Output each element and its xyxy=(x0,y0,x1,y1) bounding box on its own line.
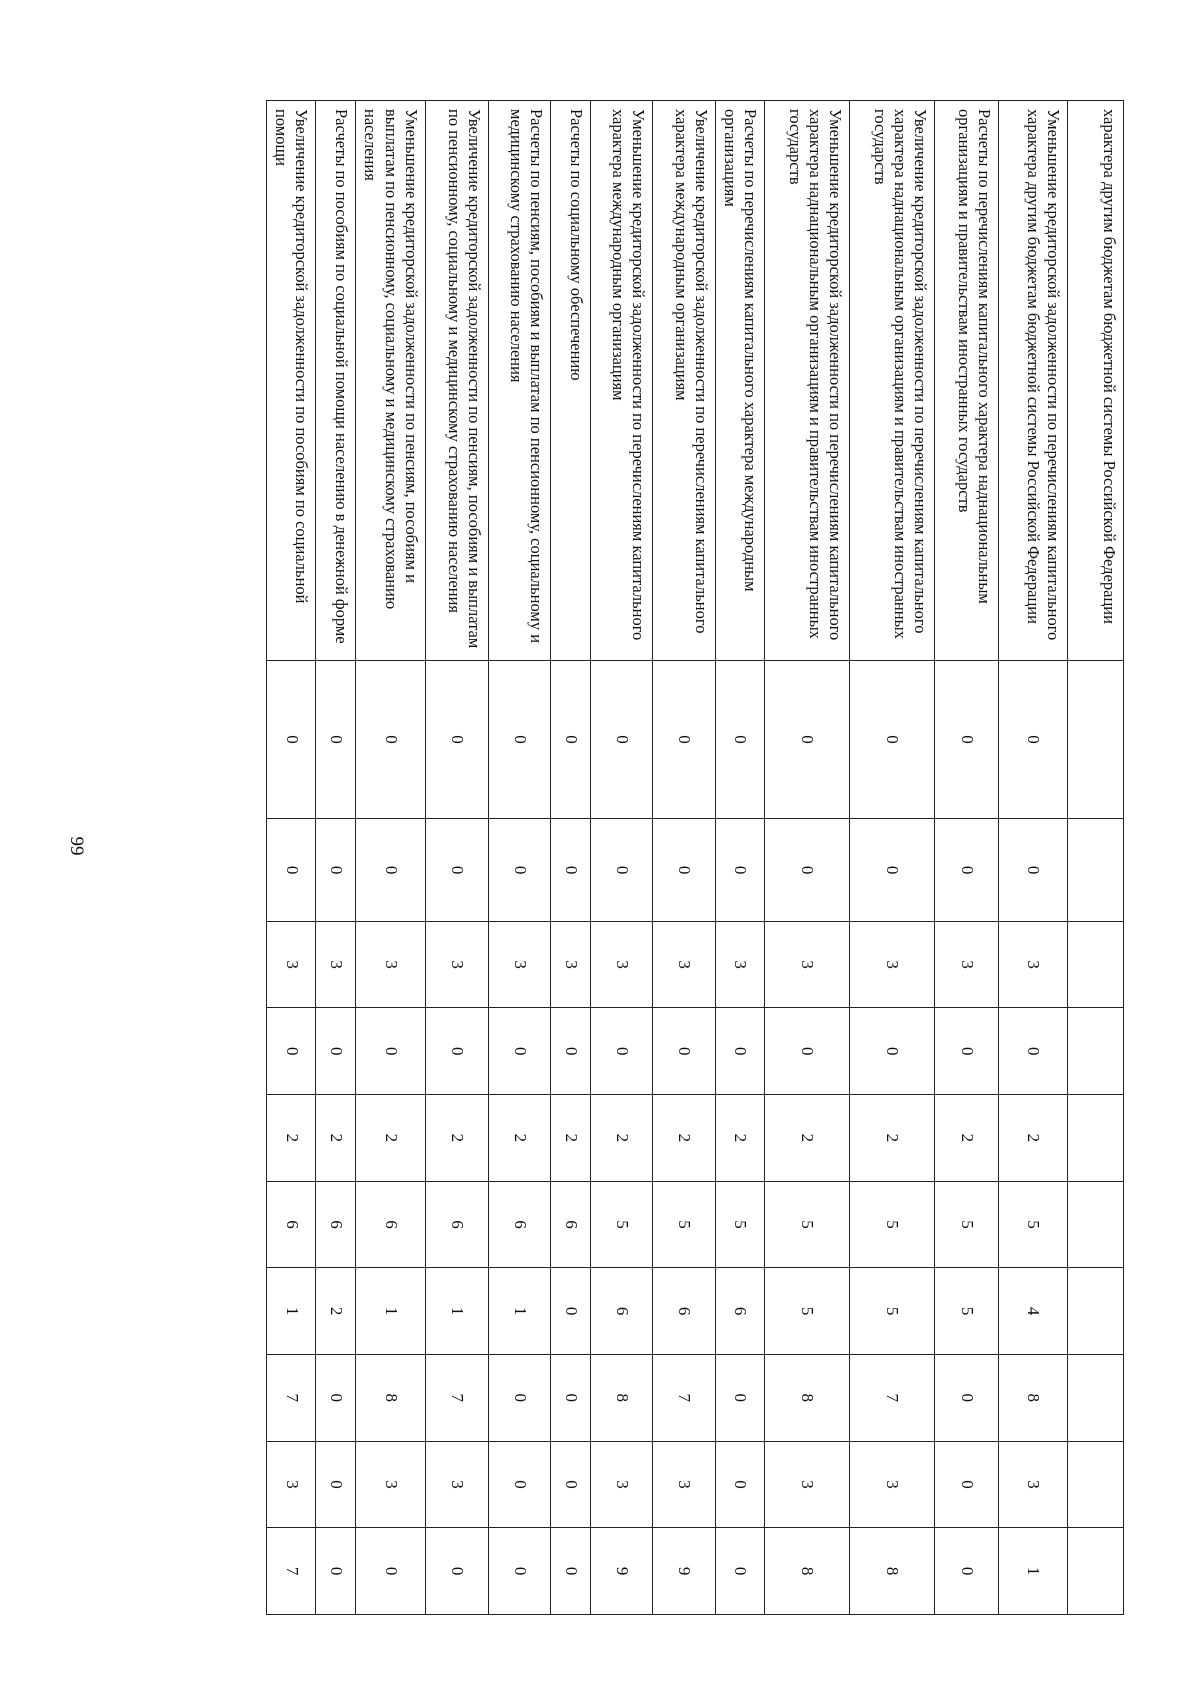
table-row xyxy=(999,101,1068,1615)
code-digit-cell xyxy=(1068,1095,1124,1182)
code-digit-cell: 0 xyxy=(425,1528,488,1615)
code-digit-cell: 3 xyxy=(652,1441,715,1528)
code-digit-cell: 3 xyxy=(267,921,316,1008)
code-digit-cell: 0 xyxy=(488,1441,550,1528)
code-digit-cell: 0 xyxy=(935,1528,999,1615)
table-body xyxy=(267,101,1124,1615)
code-digit-cell: 6 xyxy=(316,1181,356,1268)
code-digit-cell: 2 xyxy=(550,1095,590,1182)
code-digit-cell: 0 xyxy=(488,819,550,921)
table-row xyxy=(550,101,590,1615)
code-digit-cell: 0 xyxy=(267,660,316,819)
code-digit-cell xyxy=(1068,1008,1124,1095)
code-digit-cell: 2 xyxy=(935,1095,999,1182)
code-digit-cell: 3 xyxy=(488,921,550,1008)
table-row xyxy=(316,101,356,1615)
code-digit-cell: 6 xyxy=(550,1181,590,1268)
code-digit-cell: 0 xyxy=(652,1008,715,1095)
code-digit-cell: 0 xyxy=(488,1008,550,1095)
code-digit-cell: 3 xyxy=(590,1441,652,1528)
code-digit-cell: 0 xyxy=(488,1528,550,1615)
code-digit-cell: 2 xyxy=(267,1095,316,1182)
table-row xyxy=(1068,101,1124,1615)
code-digit-cell: 3 xyxy=(715,921,764,1008)
code-digit-cell: 2 xyxy=(850,1095,935,1182)
code-digit-cell xyxy=(1068,921,1124,1008)
code-digit-cell: 8 xyxy=(765,1354,850,1441)
code-digit-cell: 0 xyxy=(999,660,1068,819)
code-digit-cell: 0 xyxy=(850,819,935,921)
code-digit-cell: 8 xyxy=(590,1354,652,1441)
row-description: Уменьшение кредиторской задолженности по пенсиям, пособиям и выплатам по пенсионному, социальному и медицинскому страхованию населения xyxy=(356,101,425,661)
code-digit-cell: 0 xyxy=(715,1528,764,1615)
code-digit-cell: 2 xyxy=(316,1095,356,1182)
code-digit-cell: 0 xyxy=(765,1008,850,1095)
code-digit-cell: 5 xyxy=(850,1181,935,1268)
code-digit-cell: 0 xyxy=(316,1354,356,1441)
code-digit-cell: 2 xyxy=(425,1095,488,1182)
code-digit-cell: 5 xyxy=(935,1268,999,1355)
code-digit-cell: 7 xyxy=(425,1354,488,1441)
code-digit-cell: 2 xyxy=(652,1095,715,1182)
code-digit-cell: 3 xyxy=(765,1441,850,1528)
code-digit-cell: 0 xyxy=(356,1528,425,1615)
code-digit-cell: 0 xyxy=(765,819,850,921)
code-digit-cell: 0 xyxy=(316,1008,356,1095)
code-digit-cell: 5 xyxy=(999,1181,1068,1268)
code-digit-cell: 8 xyxy=(999,1354,1068,1441)
code-digit-cell: 8 xyxy=(356,1354,425,1441)
code-digit-cell xyxy=(1068,1268,1124,1355)
table-row xyxy=(425,101,488,1615)
row-description: Уменьшение кредиторской задолженности по перечислениям капитального характера международным организациям xyxy=(590,101,652,661)
code-digit-cell: 0 xyxy=(652,819,715,921)
page-number: 99 xyxy=(66,836,87,856)
code-digit-cell: 0 xyxy=(652,660,715,819)
code-digit-cell: 3 xyxy=(590,921,652,1008)
code-digit-cell: 0 xyxy=(590,1008,652,1095)
code-digit-cell: 0 xyxy=(550,660,590,819)
code-digit-cell: 3 xyxy=(550,921,590,1008)
code-digit-cell: 0 xyxy=(715,1441,764,1528)
code-digit-cell: 3 xyxy=(425,921,488,1008)
code-digit-cell: 1 xyxy=(267,1268,316,1355)
row-description: Расчеты по пособиям по социальной помощи населению в денежной форме xyxy=(316,101,356,661)
row-description: Увеличение кредиторской задолженности по перечислениям капитального характера наднациональным организациям и правительствам иностранных государств xyxy=(850,101,935,661)
table-row xyxy=(652,101,715,1615)
code-digit-cell: 0 xyxy=(550,1268,590,1355)
code-digit-cell: 0 xyxy=(425,660,488,819)
table-row xyxy=(935,101,999,1615)
code-digit-cell: 5 xyxy=(590,1181,652,1268)
code-digit-cell: 7 xyxy=(267,1528,316,1615)
code-digit-cell: 8 xyxy=(765,1528,850,1615)
code-digit-cell: 5 xyxy=(850,1268,935,1355)
code-digit-cell: 0 xyxy=(999,819,1068,921)
row-description: Расчеты по перечислениям капитального характера наднациональным организациям и правительствам иностранных государств xyxy=(935,101,999,661)
row-description: характера другим бюджетам бюджетной системы Российской Федерации xyxy=(1068,101,1124,661)
code-digit-cell: 2 xyxy=(356,1095,425,1182)
code-digit-cell: 0 xyxy=(935,1008,999,1095)
code-digit-cell: 0 xyxy=(935,1441,999,1528)
row-description: Увеличение кредиторской задолженности по пособиям по социальной помощи xyxy=(267,101,316,661)
code-digit-cell: 0 xyxy=(935,1354,999,1441)
row-description: Увеличение кредиторской задолженности по перечислениям капитального характера международным организациям xyxy=(652,101,715,661)
code-digit-cell xyxy=(1068,1181,1124,1268)
code-digit-cell: 2 xyxy=(715,1095,764,1182)
row-description: Увеличение кредиторской задолженности по пенсиям, пособиям и выплатам по пенсионному, социальному и медицинскому страхованию населения xyxy=(425,101,488,661)
code-digit-cell: 9 xyxy=(590,1528,652,1615)
table-row xyxy=(488,101,550,1615)
code-digit-cell: 2 xyxy=(316,1268,356,1355)
code-digit-cell: 0 xyxy=(356,660,425,819)
code-digit-cell: 2 xyxy=(765,1095,850,1182)
code-digit-cell: 6 xyxy=(267,1181,316,1268)
code-digit-cell: 1 xyxy=(356,1268,425,1355)
table-row xyxy=(267,101,316,1615)
code-digit-cell: 5 xyxy=(765,1268,850,1355)
code-digit-cell: 0 xyxy=(316,819,356,921)
code-digit-cell: 1 xyxy=(425,1268,488,1355)
code-digit-cell: 3 xyxy=(850,1441,935,1528)
code-digit-cell: 0 xyxy=(425,819,488,921)
code-digit-cell: 6 xyxy=(715,1268,764,1355)
row-description: Расчеты по пенсиям, пособиям и выплатам по пенсионному, социальному и медицинскому страхованию населения xyxy=(488,101,550,661)
accounts-table xyxy=(266,100,1124,1615)
code-digit-cell xyxy=(1068,1441,1124,1528)
code-digit-cell: 0 xyxy=(715,1354,764,1441)
code-digit-cell: 0 xyxy=(850,1008,935,1095)
code-digit-cell: 4 xyxy=(999,1268,1068,1355)
code-digit-cell: 3 xyxy=(267,1441,316,1528)
code-digit-cell xyxy=(1068,819,1124,921)
code-digit-cell: 0 xyxy=(356,1008,425,1095)
code-digit-cell: 0 xyxy=(935,819,999,921)
row-description: Уменьшение кредиторской задолженности по перечислениям капитального характера другим бюджетам бюджетной системы Российской Федерации xyxy=(999,101,1068,661)
code-digit-cell: 3 xyxy=(316,921,356,1008)
row-description: Расчеты по перечислениям капитального характера международным организациям xyxy=(715,101,764,661)
code-digit-cell: 3 xyxy=(999,1441,1068,1528)
code-digit-cell: 7 xyxy=(652,1354,715,1441)
code-digit-cell: 6 xyxy=(590,1268,652,1355)
code-digit-cell: 0 xyxy=(999,1008,1068,1095)
code-digit-cell: 6 xyxy=(356,1181,425,1268)
code-digit-cell: 6 xyxy=(425,1181,488,1268)
code-digit-cell: 0 xyxy=(765,660,850,819)
code-digit-cell: 3 xyxy=(356,921,425,1008)
code-digit-cell: 0 xyxy=(316,1528,356,1615)
code-digit-cell: 7 xyxy=(850,1354,935,1441)
code-digit-cell: 8 xyxy=(850,1528,935,1615)
code-digit-cell: 3 xyxy=(765,921,850,1008)
code-digit-cell: 6 xyxy=(652,1268,715,1355)
code-digit-cell: 2 xyxy=(488,1095,550,1182)
code-digit-cell: 5 xyxy=(765,1181,850,1268)
code-digit-cell: 0 xyxy=(550,1354,590,1441)
code-digit-cell: 3 xyxy=(850,921,935,1008)
table-row xyxy=(850,101,935,1615)
code-digit-cell: 3 xyxy=(999,921,1068,1008)
code-digit-cell: 9 xyxy=(652,1528,715,1615)
row-description: Расчеты по социальному обеспечению xyxy=(550,101,590,661)
table-row xyxy=(590,101,652,1615)
code-digit-cell xyxy=(1068,1354,1124,1441)
code-digit-cell: 1 xyxy=(999,1528,1068,1615)
code-digit-cell: 0 xyxy=(590,819,652,921)
code-digit-cell: 2 xyxy=(999,1095,1068,1182)
code-digit-cell: 6 xyxy=(488,1181,550,1268)
code-digit-cell: 0 xyxy=(488,1354,550,1441)
code-digit-cell: 2 xyxy=(590,1095,652,1182)
code-digit-cell: 0 xyxy=(267,1008,316,1095)
row-description: Уменьшение кредиторской задолженности по перечислениям капитального характера наднациональным организациям и правительствам иностранных государств xyxy=(765,101,850,661)
rotated-table-container xyxy=(266,100,1124,1615)
code-digit-cell: 0 xyxy=(550,819,590,921)
code-digit-cell: 3 xyxy=(425,1441,488,1528)
code-digit-cell: 5 xyxy=(652,1181,715,1268)
code-digit-cell: 0 xyxy=(550,1528,590,1615)
code-digit-cell: 0 xyxy=(590,660,652,819)
code-digit-cell: 0 xyxy=(715,1008,764,1095)
code-digit-cell: 3 xyxy=(935,921,999,1008)
code-digit-cell: 0 xyxy=(715,660,764,819)
code-digit-cell: 0 xyxy=(488,660,550,819)
code-digit-cell: 0 xyxy=(550,1008,590,1095)
code-digit-cell: 0 xyxy=(316,1441,356,1528)
code-digit-cell: 0 xyxy=(550,1441,590,1528)
code-digit-cell: 0 xyxy=(850,660,935,819)
code-digit-cell: 0 xyxy=(316,660,356,819)
code-digit-cell: 0 xyxy=(267,819,316,921)
code-digit-cell: 0 xyxy=(356,819,425,921)
code-digit-cell: 0 xyxy=(425,1008,488,1095)
table-row xyxy=(765,101,850,1615)
code-digit-cell: 0 xyxy=(935,660,999,819)
code-digit-cell xyxy=(1068,1528,1124,1615)
code-digit-cell: 5 xyxy=(715,1181,764,1268)
code-digit-cell xyxy=(1068,660,1124,819)
table-row xyxy=(356,101,425,1615)
code-digit-cell: 5 xyxy=(935,1181,999,1268)
code-digit-cell: 3 xyxy=(356,1441,425,1528)
code-digit-cell: 3 xyxy=(652,921,715,1008)
code-digit-cell: 7 xyxy=(267,1354,316,1441)
code-digit-cell: 1 xyxy=(488,1268,550,1355)
table-row xyxy=(715,101,764,1615)
code-digit-cell: 0 xyxy=(715,819,764,921)
